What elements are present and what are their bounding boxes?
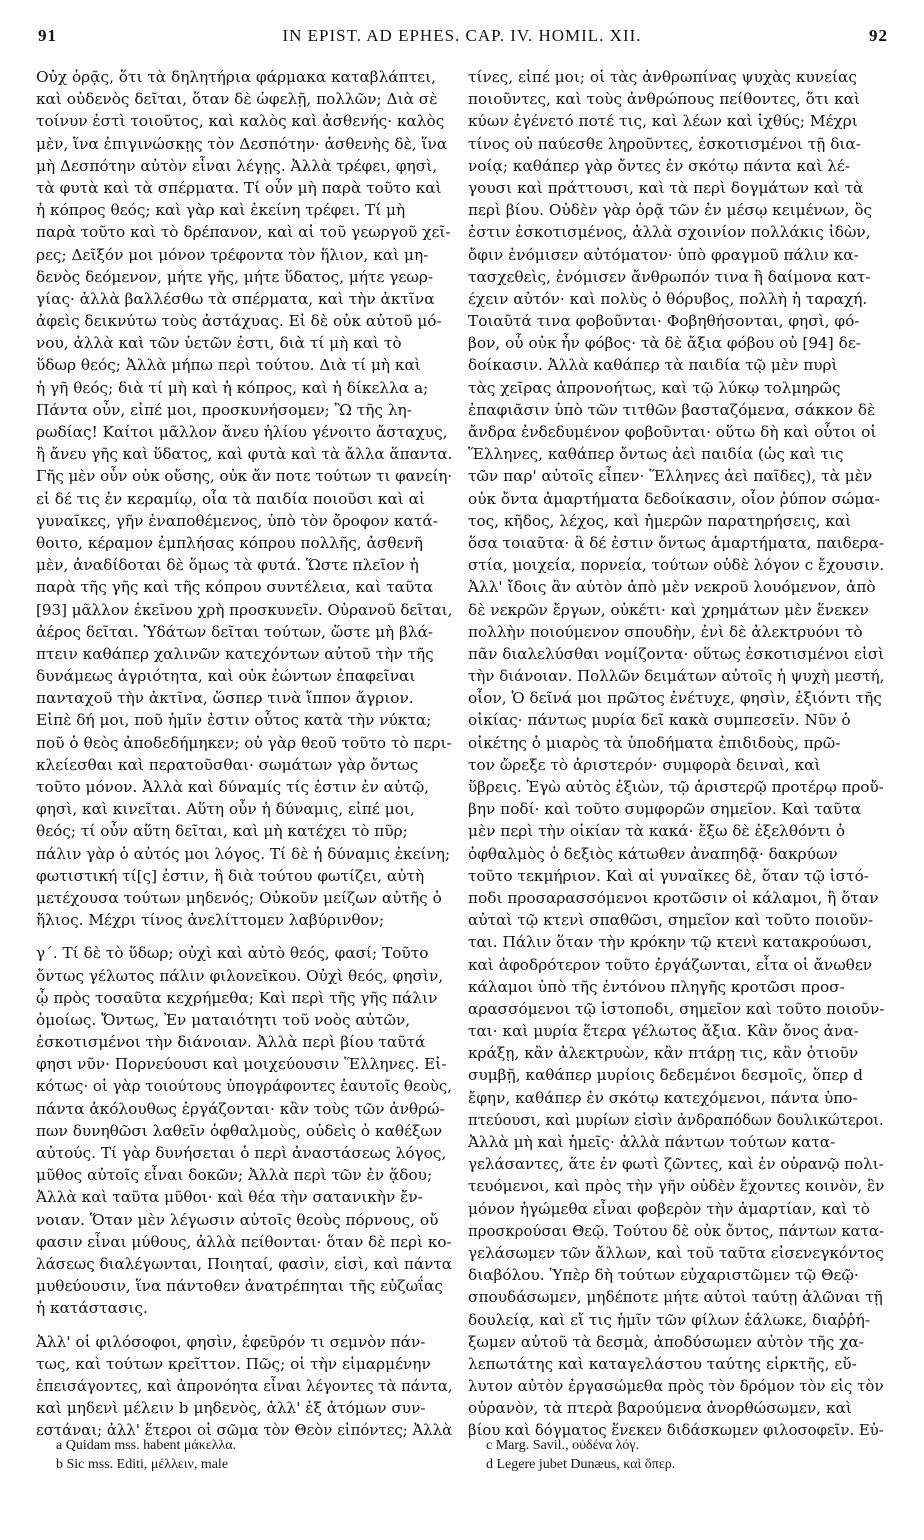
running-title: IN EPIST. AD EPHES. CAP. IV. HOMIL. XII.	[282, 26, 642, 45]
text-line: βον, οὗ οὐκ ἦν φόβος· τὰ δὲ ἄξια φόβου οὐ [94] δε-	[468, 334, 861, 353]
text-line: ὁμοίως. Ὄντως, Ἐν ματαιότητι τοῦ νοὸς αὐτῶν,	[36, 1010, 411, 1029]
text-line: τευόμενοι, καὶ πρὸς τὴν γῆν οὐδὲν ἔχοντες κοινὸν, ἓν	[468, 1177, 884, 1196]
text-line: πάντα ἀκόλουθως ἐργάζονται· κἂν τοὺς τῶν ἀνθρώ-	[36, 1099, 445, 1118]
text-line: γίας· ἀλλὰ βαλλέσθω τὰ σπέρματα, καὶ τὴν ἀκτῖνα	[36, 289, 435, 308]
text-line: νοίᾳ; καθάπερ γὰρ ὄντες ἐν σκότῳ πάντα καὶ λέ-	[468, 156, 851, 175]
text-line: γυναῖκες, γῆν ἐναποθέμενος, ὑπὸ τὸν ὄροφον κατά-	[36, 511, 438, 530]
text-line: κλείεσθαι καὶ περατοῦσθαι· σωμάτων γὰρ ὄντως	[36, 755, 419, 774]
text-line: ἐπεισάγοντες, καὶ ἀπρονόητα εἶναι λέγοντες τὰ πάντα,	[36, 1376, 453, 1395]
text-line: ὀφθαλμὸς ὁ δεξιὸς κάτωθεν ἀναπηδᾷ· δακρύων	[468, 844, 838, 863]
text-line: ᾧ πρὸς τοσαῦτα κεχρήμεθα; Καὶ περὶ τῆς γῆς πάλιν	[36, 988, 438, 1007]
text-line: οἷον, Ὁ δεῖνά μοι πρῶτος ἐνέτυχε, φησὶν, ἐξιόντι τῆς	[468, 689, 882, 708]
text-line: δὲ νεκρῶν ἔργων, οὐκέτι· καὶ χρημάτων μὲν ἕνεκεν	[468, 600, 869, 619]
text-line: φησι νῦν· Πορνεύουσι καὶ μοιχεύουσιν Ἕλληνες. Εἰ-	[36, 1055, 447, 1074]
text-line: αὐταὶ τῷ κτενὶ σπαθῶσι, σημεῖον καὶ τοῦτο ποιοῦν-	[468, 911, 874, 930]
text-line: μὴ Δεσπότην αὐτὸν εἶναι λέγῃς. Ἀλλὰ τρέφει, φησὶ,	[36, 156, 438, 175]
text-line: τὰ φυτὰ καὶ τὰ σπέρματα. Τί οὖν μὴ παρὰ τοῦτο καὶ	[36, 178, 442, 197]
text-line: Ἀλλὰ καὶ ταῦτα μῦθοι· καὶ θέα τὴν σατανικὴν ἔν-	[36, 1188, 423, 1207]
text-line: καὶ ἀφοδρότερον τοῦτο ἐργάζωνται, εἶτα οἱ ἄνωθεν	[468, 955, 873, 974]
text-line: τὴν διάνοιαν. Πολλῶν δειμάτων αὐτοῖς ἡ ψυχὴ μεστή,	[468, 667, 884, 686]
text-line: μὲν, ἀναδίδοται δὲ ὅμως τὰ φυτά. Ὥστε πλεῖον ἡ	[36, 556, 419, 575]
text-line: πτειν καθάπερ χαλινῶν κατεχόντων αὐτοῦ τὴν τῆς	[36, 644, 434, 663]
text-line: Ἀλλ' οἱ φιλόσοφοι, φησὶν, ἐφεῦρόν τι σεμνὸν πάν-	[36, 1332, 426, 1351]
page-number-right: 92	[869, 26, 888, 45]
text-line: Πάντα οὖν, εἰπέ μοι, προσκυνήσομεν; Ὢ τῆς λη-	[36, 400, 412, 419]
text-line: ἀφεὶς δεικνύτω τοὺς ἀστάχυας. Εἰ δὲ οὐκ αὐτοῦ μό-	[36, 312, 442, 331]
text-line: τοίνυν ἐστὶ τοιοῦτος, καὶ καλὸς καὶ ἀσθενής· καλὸς	[36, 112, 445, 131]
text-line: συμβῇ, καθάπερ μυρίοις δεδεμένοι δεσμοῖς, ὅπερ d	[468, 1066, 863, 1085]
text-line: φωτιστική τί[ς] ἐστιν, ἢ διὰ τούτου φωτίζει, αὐτὴ	[36, 866, 425, 885]
text-line: ἄνδρα ἐνδεδυμένον φοβοῦνται· οὕτω δὴ καὶ οὗτοι οἱ	[468, 423, 877, 441]
text-line: εστάναι; ἀλλ' ἕτεροι οἱ σῶμα τὸν Θεὸν εἰπόντες; Ἀλλὰ	[36, 1421, 452, 1440]
text-line: b Sic mss. Editi, μέλλειν, male	[56, 1457, 229, 1472]
text-line: μῦθος αὐτοῖς εἶναι δοκῶν; Ἀλλὰ περὶ τῶν ἐν ᾅδου;	[36, 1166, 433, 1185]
text-line: ὕβρεις. Ἐγὼ αὐτὸς ἐξιὼν, τῷ ἀριστερῷ προτέρῳ προὔ-	[468, 778, 884, 796]
text-line: οἰκίας· πάντως μυρία δεῖ κακὰ συμπεσεῖν. Νῦν ὁ	[468, 711, 851, 730]
text-line: τως, καὶ τούτων κρεῖττον. Πῶς; οἱ τὴν εἱμαρμένην	[36, 1354, 431, 1373]
text-line: Τοιαῦτά τινα φοβοῦνται· Φοβηθήσονται, φησὶ, φό-	[468, 312, 860, 331]
text-line: ξωμεν αὐτοῦ τὰ δεσμὰ, ἀποδύσωμεν αὐτὸν τῆς χα-	[468, 1332, 864, 1351]
text-line: κύων ἐγένετό ποτέ τις, καὶ λέων καὶ ἰχθύς; Μέχρι	[468, 112, 858, 131]
text-line: θοιτο, κέραμον ἐμπλήσας κόπρου πολλῆς, ἀσθενῆ	[36, 533, 423, 552]
text-line: Εἰπὲ δή μοι, ποῦ ἡμῖν ἐστιν οὗτος κατὰ τὴν νύκτα;	[36, 711, 432, 730]
text-line: [93] μᾶλλον ἐκεῖνου χρὴ προσκυνεῖν. Οὐρανοῦ δεῖται,	[36, 600, 453, 619]
text-line: βην ποδί· καὶ τοῦτο συμφορῶν σημεῖον. Καὶ ταῦτα	[468, 800, 862, 819]
text-line: νου, ἀλλὰ καὶ τῶν ὑετῶν ἐστι, διὰ τί μὴ καὶ τὸ	[36, 334, 402, 353]
text-line: γ΄. Τί δὲ τὸ ὕδωρ; οὐχὶ καὶ αὐτὸ θεός, φασί; Τοῦτο	[36, 944, 429, 963]
text-line: οἰκέτης ὁ μιαρὸς τὰ ὑποδήματα ἐπιδιδοὺς, πρῶ-	[468, 733, 841, 752]
text-line: τὰς χεῖρας ἀπρονοήτως, καὶ τῷ λύκῳ τολμηρῶς	[468, 378, 841, 397]
text-line: περὶ βίου. Οὐδὲν γὰρ ὁρᾷ τῶν ἐν μέσῳ κειμένων, ὃς	[468, 201, 873, 220]
text-line: νοιαν. Ὅταν μὲν λέγωσιν αὐτοῖς θεοὺς πόρνους, οὔ	[36, 1210, 439, 1229]
text-line: γουσι καὶ πράττουσι, καὶ τὰ περὶ δογμάτων καὶ τὰ	[468, 178, 864, 197]
text-line: ἥλιος. Μέχρι τίνος ἀνελίττομεν λαβύρινθον;	[36, 911, 385, 930]
text-line: μόνον ἡγώμεθα εἶναι φοβερὸν τὴν ἁμαρτίαν, καὶ τὸ	[468, 1199, 870, 1218]
text-line: ἢ ἄνευ γῆς καὶ ὕδατος, καὶ φυτὰ καὶ τὰ ἄλλα ἅπαντα.	[36, 445, 453, 464]
text-line: πανταχοῦ τὴν ἀκτῖνα, ὥσπερ τινὰ ἵππον ἄγριον.	[36, 689, 414, 708]
text-line: έχειν αὐτόν· καὶ πολὺς ὁ θόρυβος, πολλὴ ἡ ταραχή.	[468, 289, 868, 308]
text-line: ὄφιν ἐνόμισεν αὐτόματον· ὑπὸ φραγμοῦ πάλιν κα-	[468, 245, 859, 264]
text-line: δενὸς δεόμενον, μήτε γῆς, μήτε ὕδατος, μήτε γεωρ-	[36, 267, 433, 286]
text-line: γελάσαντες, ἅτε ἐν φωτὶ ζῶντες, καὶ ἐν οὐρανῷ πολι-	[468, 1155, 884, 1174]
text-line: Ἀλλὰ μὴ καὶ ἡμεῖς· ἀλλὰ πάντων τούτων κατα-	[468, 1133, 836, 1151]
text-line: c Marg. Savil., οὐδένα λόγ.	[486, 1438, 640, 1453]
text-line: τος, κῆδος, λέχος, καὶ ἡμερῶν παρατηρήσεις, καὶ	[468, 511, 852, 530]
text-line: γελάσωμεν τῶν ἄλλων, καὶ τοῦ ταῦτα εἰσενεγκόντος	[468, 1243, 884, 1262]
text-line: δοίκασιν. Ἀλλὰ καθάπερ τὰ παιδία τῷ μὲν πυρὶ	[468, 356, 838, 375]
right-text-column	[468, 66, 884, 1442]
text-line: ἐπαφιᾶσιν ὑπὸ τῶν τιτθῶν βασταζόμενα, σάκκον δὲ	[468, 400, 876, 419]
text-line: σπουδάσωμεν, μηδέποτε μήτε αὐτοὶ ταύτῃ ἁλῶναι τῇ	[468, 1288, 883, 1307]
page-number-left: 91	[38, 26, 57, 45]
text-line: λάσεως διαλέγωνται, Ποιηταί, φασὶν, εἰσὶ, καὶ πάντα	[36, 1254, 452, 1273]
text-line: d Legere jubet Dunæus, καὶ ὅπερ.	[486, 1457, 676, 1472]
text-line: ὄντως γέλωτος πάλιν φιλονεῖκου. Οὐχὶ θεός, φησὶν,	[36, 966, 444, 985]
left-text-column	[36, 66, 452, 1441]
text-line: ἔφην, καθάπερ ἐν σκότῳ κατεχόμενοι, πάντα ὑπο-	[468, 1088, 858, 1107]
text-line: τασχεθεὶς, ἐνόμισεν ἄνθρωπόν τινα ἢ δαίμονα κατ-	[468, 267, 871, 286]
text-line: ἡ κόπρος θεός; καὶ γὰρ καὶ ἐκείνη τρέφει. Τί μὴ	[36, 201, 406, 220]
text-line: ἀέρος δεῖται. Ὑδάτων δεῖται τούτων, ὥστε μὴ βλά-	[36, 622, 434, 641]
text-line: στία, μοιχεία, πορνεία, τούτων οὐδὲ λόγον c ἔχουσιν.	[468, 556, 884, 575]
text-line: αὐτούς. Τί γὰρ δυνήσεται ὁ περὶ ἀναστάσεως λόγος,	[36, 1144, 447, 1162]
paragraph-gap	[36, 931, 452, 942]
text-line: τον ὤρεξε τὸ ἀριστερόν· συμφορὰ δειναὶ, καὶ	[468, 755, 821, 774]
text-line: πάλιν γὰρ ὁ αὐτός μοι λόγος. Τί δὲ ἡ δύναμις ἐκείνη;	[36, 844, 451, 863]
text-line: Οὐχ ὁρᾷς, ὅτι τὰ δηλητήρια φάρμακα καταβλάπτει,	[36, 68, 436, 86]
text-line: κράξῃ, κἂν ἀλεκτρυὼν, κἂν πτάρῃ τις, κἂν ὁτιοῦν	[468, 1044, 859, 1063]
text-line: παρὰ τοῦτο καὶ τὸ δρέπανον, καὶ αἱ τοῦ γεωργοῦ χεῖ-	[36, 223, 451, 242]
text-line: ρες; Δεῖξόν μοι μόνον τρέφοντα τὸν ἥλιον, καὶ μη-	[36, 245, 429, 264]
text-line: τοῦτο μόνον. Ἀλλὰ καὶ δύναμίς τίς ἐστιν ἐν αὐτῷ,	[36, 778, 430, 796]
text-line: τίνες, εἰπέ μοι; οἱ τὰς ἀνθρωπίνας ψυχὰς κυνείας	[468, 68, 857, 86]
text-line: ται· καὶ μυρία ἕτερα γέλωτος ἄξια. Κἂν ὄνος ἀνα-	[468, 1022, 859, 1041]
text-line: φασιν εἶναι μύθους, ἀλλὰ πείθονται· ὅταν δὲ περὶ κο-	[36, 1232, 452, 1251]
text-line: λυτον αὐτὸν ἐργασώμεθα πρὸς τὸν δρόμον τὸν εἰς τὸν	[468, 1377, 884, 1396]
text-line: Γῆς μὲν οὖν οὐκ οὔσης, οὐκ ἄν ποτε τούτων τι φανείη·	[36, 467, 452, 486]
text-line: φησὶ, καὶ κινεῖται. Αὕτη οὖν ἡ δύναμις, εἰπέ μοι,	[36, 800, 415, 819]
text-line: ἐστιν ἐσκοτισμένος, ἀλλὰ σχοινίον πολλάκις ἰδὼν,	[468, 223, 871, 242]
text-line: καὶ μηδενὶ μέλειν b μηδενὸς, ἀλλ' ἐξ ἀτόμων συν-	[36, 1399, 426, 1418]
text-line: βίου καὶ δόγματος ἕνεκεν διδάσκωμεν φιλοσοφεῖν. Εὐ-	[468, 1421, 884, 1440]
text-line: δυνάμεως ἀγριότητα, καὶ οὐκ ἐώντων ἐπαφεῖναι	[36, 667, 416, 686]
text-line: ται. Πάλιν ὅταν τὴν κρόκην τῷ κτενὶ κατακρούωσι,	[468, 933, 873, 952]
paragraph-gap	[36, 1320, 452, 1331]
footnotes-right	[486, 1436, 675, 1474]
text-line: καὶ οὐδενὸς δεῖται, ὅταν δὲ ὠφελῇ, πολλῶν; Διὰ σὲ	[36, 90, 438, 109]
text-line: προσκρούσαι Θεῷ. Τούτου δὲ οὐκ ὄντος, πάντων κατα-	[468, 1221, 884, 1240]
text-line: δουλείᾳ, καὶ εἴ τις ἡμῖν τῶν φίλων ἑάλωκε, διαῤῥή-	[468, 1310, 870, 1329]
text-line: τίνος οὐ παύεσθε ληροῦντες, ἐσκοτισμένοι τῇ δια-	[468, 134, 861, 153]
text-line: τοῦτο τεκμήριον. Καὶ αἱ γυναῖκες δὲ, ὅταν τῷ ἱστό-	[468, 866, 869, 885]
text-line: ἐσκοτισμένοι τὴν διάνοιαν. Ἀλλὰ περὶ βίου ταῦτά	[36, 1033, 426, 1052]
text-line: μετέχουσα τούτων μηδενός; Οὐκοῦν μείζων αὐτῆς ὁ	[36, 888, 442, 907]
text-line: λεπωτάτης καὶ καταγελάστου ταύτης εἱρκτῆς, εὔ-	[468, 1354, 857, 1373]
text-line: ποιοῦντες, καὶ τοὺς ἀνθρώπους πείθοντες, ὅτι καὶ	[468, 90, 860, 109]
text-line: παρὰ τῆς γῆς καὶ τῆς κόπρου συντέλεια, καὶ ταῦτα	[36, 578, 434, 597]
text-line: ρωδίας! Καίτοι μᾶλλον ἄνευ ἡλίου γένοιτο ἄσταχυς,	[36, 423, 448, 441]
text-line: ποδι προσαρασσόμενοι κροτῶσιν οἱ κάλαμοι, ἢ ὅταν	[468, 888, 879, 907]
text-line: μυθεύουσιν, ἵνα πάντοθεν ἀνατρέπηται τῆς εὐζωΐας	[36, 1277, 443, 1296]
footnotes-left	[56, 1436, 236, 1474]
text-line: διαβόλου. Ὑπὲρ δὴ τούτων εὐχαριστῶμεν τῷ Θεῷ·	[468, 1266, 859, 1285]
text-line: ὕδωρ θεός; Ἀλλὰ μήπω περὶ τούτου. Διὰ τί μὴ καὶ	[36, 356, 421, 375]
text-line: πολλὴν ποιούμενον σπουδὴν, ἐνὶ δὲ ἀλεκτρυόνι τὸ	[468, 622, 863, 641]
text-line: ὅσα τοιαῦτα· ἃ δέ ἐστιν ὄντως ἁμαρτήματα, παιδερα-	[468, 533, 884, 552]
text-line: αρασσόμενοι τῷ ἱστοποδι, σημεῖον καὶ τοῦτο ποιοῦν-	[468, 999, 884, 1018]
text-line: εἰ δέ τις ἐν κεραμίῳ, οἷα τὰ παιδία ποιοῦσι καὶ αἱ	[36, 489, 425, 508]
text-line: πτεύουσι, καὶ μυρίων εἰσὶν ἀνδραπόδων δουλικώτεροι.	[468, 1110, 884, 1129]
text-line: Ἀλλ' ἴδοις ἂν αὐτὸν ἀπὸ μὲν νεκροῦ λουόμενον, ἀπὸ	[468, 578, 876, 597]
text-line: οὐκ ὄντα ἁμαρτήματα δεδοίκασιν, οἷον ῥύπον σώμα-	[468, 489, 880, 508]
text-line: θεός; τί οὖν αὕτη δεῖται, καὶ μὴ κατέχει τὸ πῦρ;	[36, 822, 408, 841]
text-line: a Quidam mss. habent μάκελλα.	[56, 1438, 237, 1453]
text-line: κότως· οἱ γὰρ τοιούτους ὑπογράφοντες ἑαυτοῖς θεοὺς,	[36, 1077, 452, 1096]
text-line: πων δυνηθῶσι λαθεῖν ὀφθαλμοὺς, οὐδεὶς ὁ καθέξων	[36, 1121, 443, 1140]
text-line: πᾶν διαλελύσθαι νομίζοντα· οὕτως ἐσκοτισμένοι εἰσὶ	[468, 644, 885, 663]
running-header	[24, 26, 900, 52]
text-line: ἡ κατάστασις.	[36, 1299, 148, 1318]
text-line: μὲν περὶ τὴν οἰκίαν τὰ κακά· ἔξω δὲ ἐξελθόντι ὁ	[468, 822, 846, 841]
text-line: κάλαμοι ὑπὸ τῆς ἐντόνου πληγῆς κροτῶσι προσ-	[468, 977, 845, 996]
text-line: Ἕλληνες, καθάπερ ὄντως ἀεὶ παιδία (ὡς καὶ τις	[468, 445, 844, 464]
text-line: ἡ γῆ θεός; διὰ τί μὴ καὶ ἡ κόπρος, καὶ ἡ δίκελλα a;	[36, 378, 429, 397]
text-line: μὲν, ἵνα ἐπιγινώσκῃς τὸν Δεσπότην· ἀσθενὴς δὲ, ἵνα	[36, 134, 448, 153]
text-line: τῶν παρ' αὐτοῖς εἶπεν· Ἕλληνες ἀεὶ παῖδες), τὰ μὲν	[468, 467, 873, 486]
text-line: ποῦ ὁ θεὸς ἀποδεδήμηκεν; οὐ γὰρ θεοῦ τοῦτο τὸ περι-	[36, 733, 452, 752]
text-line: οὐρανὸν, τὰ πτερὰ βαρούμενα ἀνορθώσωμεν, καὶ	[468, 1399, 852, 1418]
